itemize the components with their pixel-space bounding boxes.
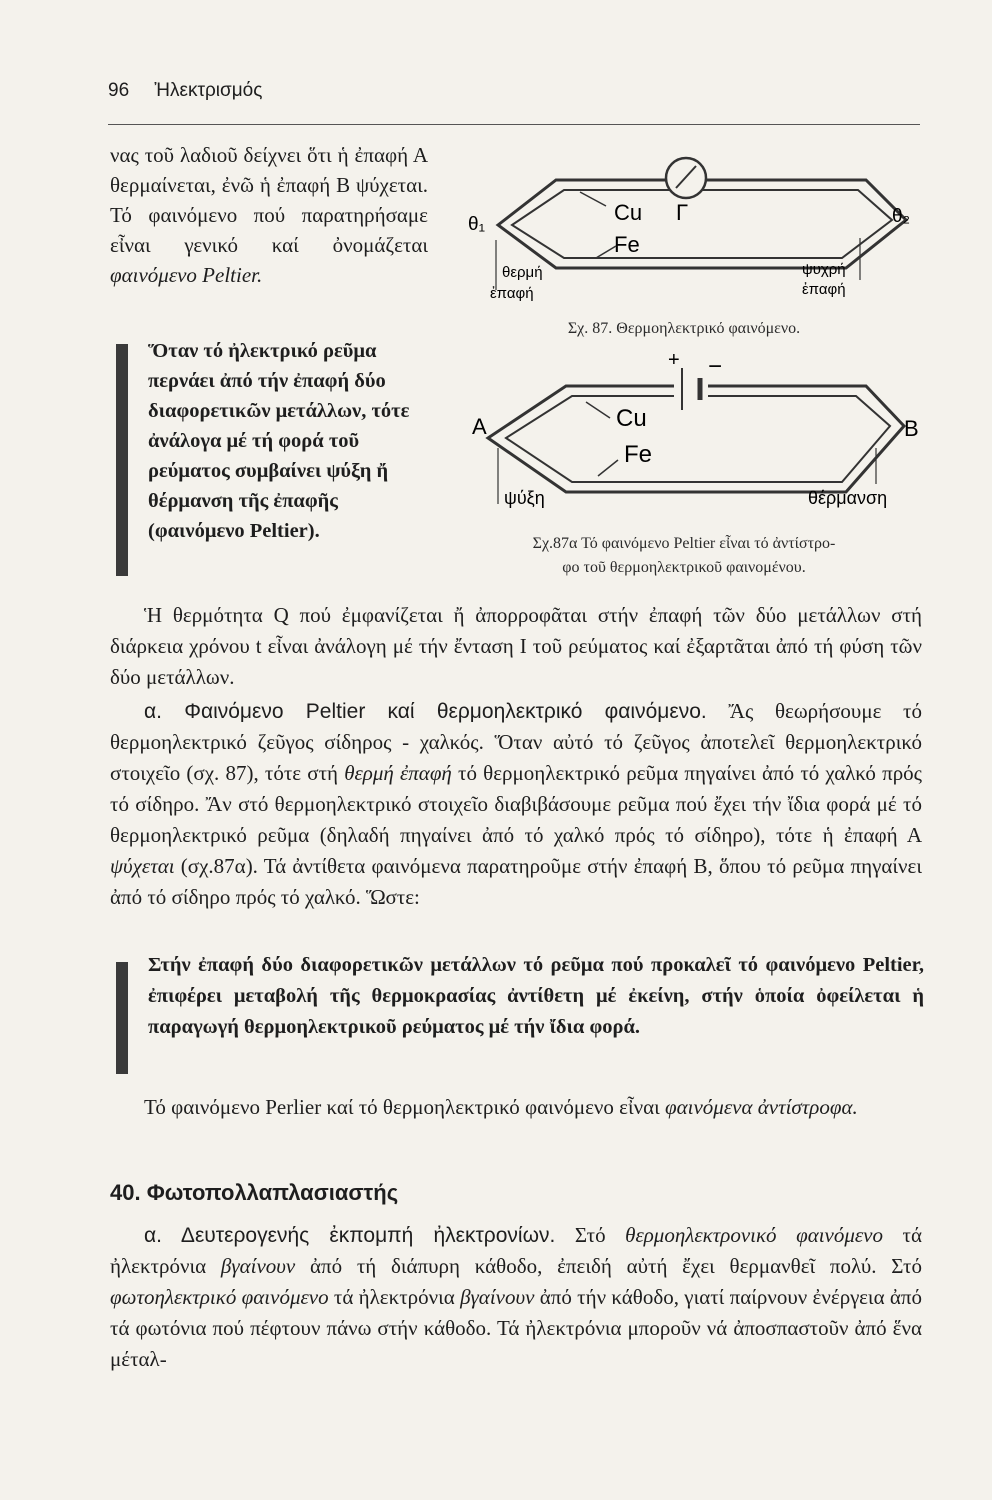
theta2-label: θ₂ [892,206,910,227]
theta1-label: θ₁ [468,214,485,235]
page-number: 96 [108,80,130,101]
section-number: 40. [110,1180,141,1205]
gamma-label: Γ [676,200,689,225]
paragraph-heat-text: Ἡ θερμότητα Q πού ἐμφανίζεται ἤ ἀπορροφᾶται στήν ἐπαφή τῶν δύο μετάλλων στή διάρκεια χρόνου t εἶναι ἀνάλογη μέ τήν ἔνταση Ι τοῦ ρεύματος καί ἐξαρτᾶται ἀπό τή φύση τῶν δύο μετάλλων. [110,603,922,689]
rule-box-peltier [148,336,433,546]
paragraph-text: ἀπό τήν κάθοδο, γιατί παίρνουν ἐνέργεια ἀπό τά φωτόνια πού πέφτουν πάνω στήν κάθοδο. Τά ἠλεκτρόνια μποροῦν νά ἀποσπαστοῦν ἀπό ἕνα μέταλ- [110,1285,922,1371]
paragraph-text: Τό φαινόμενο Perlier καί τό θερμοηλεκτρικό φαινόμενο εἶναι [144,1095,666,1119]
cold-label-2: ἐπαφή [802,281,846,298]
heat-label: θέρμανση [808,488,888,508]
figure-87-caption: Σχ. 87. Θερμοηλεκτρικό φαινόμενο. [567,320,801,337]
emphasis-thermionic: θερμοηλεκτρονικό φαινόμενο [625,1223,884,1247]
section-heading [110,1180,398,1206]
paragraph-text: ἀπό τή διάπυρη κάθοδο, ἐπειδή αὐτή ἔχει θερμανθεῖ πολύ. Στό [295,1254,922,1278]
emphasis-come-out: βγαίνουν [220,1254,296,1278]
junction-b-label: B [904,416,919,441]
paragraph-inverse [110,1092,922,1123]
cold-label-1: ψυχρή [802,261,846,278]
paragraph-text: τά ἠλεκτρόνια [328,1285,461,1309]
paragraph-text: (σχ.87α). Τά ἀντίθετα φαινόμενα παρατηροῦμε στήν ἐπαφή Β, ὅπου τό ρεῦμα πηγαίνει ἀπό τό σίδηρο πρός τό χαλκό. Ὥστε: [110,854,922,909]
plus-label: + [668,349,680,371]
header-rule [108,124,920,125]
emphasis-inverse: φαινόμενα ἀντίστροφα. [665,1095,858,1119]
margin-bar [116,344,128,576]
paragraph-peltier-thermo [110,696,922,913]
subsection-heading-a: α. Φαινόμενο Peltier καί θερμοηλεκτρικό φαινόμενο. [144,700,707,723]
minus-label: − [708,353,723,380]
rule-box-text: Ὅταν τό ἠλεκτρικό ρεῦμα περνάει ἀπό τήν ἐπαφή δύο διαφορετικῶν μετάλλων, τότε ἀνάλογα μέ τή φορά τοῦ ρεύματος συμβαίνει ψύξη ἤ θέρμανση τῆς ἐπαφῆς (φαινόμενο Peltier). [148,340,410,542]
intro-paragraph [110,140,428,290]
loop-inner [512,190,892,258]
cu-label-87a: Cu [616,405,647,432]
paragraph-heat [110,600,922,693]
figure-87a-caption-line-1: Σχ.87α Τό φαινόμενο Peltier εἶναι τό ἀντίστρο- [532,535,836,552]
arrow-fe [596,246,616,258]
arrow-cu [580,192,606,206]
emphasis-cools: ψύχεται [110,854,175,878]
figure-87a [446,344,922,524]
page-header [108,80,262,102]
section-title: Φωτοπολλαπλασιαστής [146,1180,399,1205]
figure-87a-caption-line-2: φο τοῦ θερμοηλεκτρικοῦ φαινομένου. [562,559,806,576]
arrow-cu-87a [586,402,610,418]
paragraph-text: τά ἠλεκτρόνια [110,1223,922,1278]
paragraph-secondary-emission [110,1220,922,1375]
emphasis-come-out-2: βγαίνουν [460,1285,535,1309]
peltier-diagram [446,344,922,524]
rule-box-peltier-reversal [148,950,924,1043]
fe-label: Fe [614,232,640,257]
chapter-title: Ἠλεκτρισμός [154,80,263,101]
subsection-heading-alpha: α. Δευτερογενής ἐκπομπή ἠλεκτρονίων. [144,1224,556,1247]
fe-label-87a: Fe [624,441,653,468]
peltier-loop-inner [506,396,890,482]
hot-label-1: θερμή [502,264,543,281]
paragraph-text: τό θερμοηλεκτρικό ρεῦμα πηγαίνει ἀπό τό χαλκό πρός τό σίδηρο. Ἄν στό θερμοηλεκτρικό στοιχεῖο διαβιβάσουμε ρεῦμα πού ἔχει τήν ἴδια φορά μέ τό θερμοηλεκτρικό ρεῦμα (δηλαδή πηγαίνει ἀπό τό χαλκό πρός τό σίδηρο), τότε ἡ ἐπαφή Α [110,761,922,847]
figure-87a-caption [446,532,922,580]
battery-gap [674,374,708,404]
arrow-fe-87a [598,460,618,476]
margin-bar-2 [116,962,128,1074]
cu-label: Cu [614,200,643,225]
emphasis-photoelectric: φωτοηλεκτρικό φαινόμενο [110,1285,329,1309]
cool-label: ψύξη [504,488,545,508]
intro-emphasis: φαινόμενο Peltier. [110,263,263,287]
hot-label-2: ἐπαφή [490,285,534,302]
emphasis-hot-junction: θερμή ἐπαφή [344,761,452,785]
intro-text: νας τοῦ λαδιοῦ δείχνει ὅτι ἡ ἐπαφή Α θερμαίνεται, ἐνῶ ἡ ἐπαφή Β ψύχεται. Τό φαινόμενο πού παρατηρήσαμε εἶναι γενικό καί ὀνομάζεται [110,143,428,257]
paragraph-text: Στό [555,1223,626,1247]
paragraph-text: Ἄς θεωρήσουμε τό θερμοηλεκτρικό ζεῦγος σίδηρος - χαλκός. Ὅταν αὐτό τό ζεῦγος ἀποτελεῖ θερμοηλεκτρικό στοιχεῖο (σχ. 87), τότε στή [110,699,922,785]
rule-box-2-text: Στήν ἐπαφή δύο διαφορετικῶν μετάλλων τό ρεῦμα πού προκαλεῖ τό φαινόμενο Peltier, ἐπιφέρει μεταβολή τῆς θερμοκρασίας ἀντίθετη μέ ἐκείνη, στήν ὁποία ὀφείλεται ἡ παραγωγή θερμοηλεκτρικοῦ ρεύματος μέ τήν ἴδια φορά. [148,954,924,1038]
junction-a-label: A [472,414,487,439]
